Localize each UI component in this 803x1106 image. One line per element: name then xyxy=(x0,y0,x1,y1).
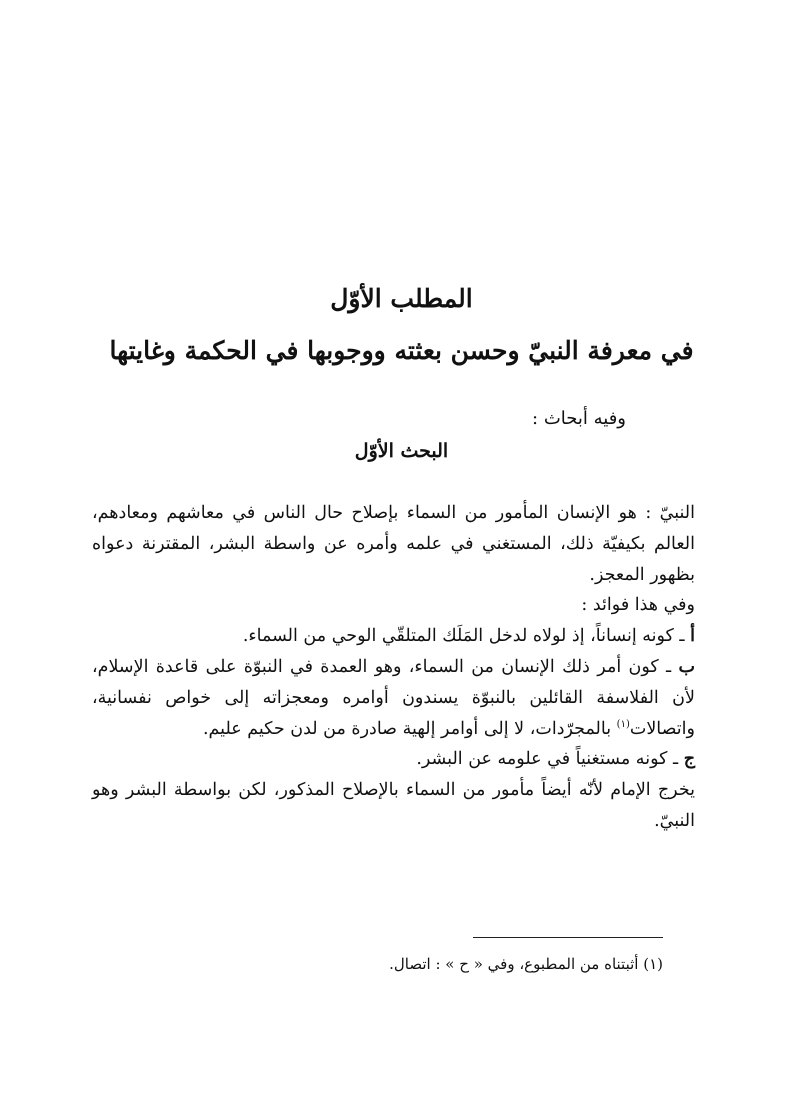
list-item-c xyxy=(92,744,695,775)
list-item-b xyxy=(92,652,695,744)
footnote-ref: (١) xyxy=(616,718,630,730)
section-title: البحث الأوّل xyxy=(354,440,449,462)
footnote-divider xyxy=(473,937,663,938)
page-subtitle: في معرفة النبيّ وحسن بعثته ووجوبها في الحكمة وغايتها xyxy=(109,336,694,365)
item-b-text-2: بالمجرّدات، لا إلى أوامر إلهية صادرة من لدن حكيم عليم. xyxy=(202,718,617,739)
definition-paragraph: النبيّ : هو الإنسان المأمور من السماء بإصلاح حال الناس في معاشهم ومعادهم، العالم بكيفيّة ذلك، المستغني في علمه وأمره عن واسطة البشر، المقترنة دعواه بظهور المعجز. xyxy=(92,503,695,585)
item-letter-c: ج xyxy=(683,749,695,770)
item-b-text-1: ـ كون أمر ذلك الإنسان من السماء، وهو العمدة في النبوّة على قاعدة الإسلام، لأن الفلاسفة القائلين بالنبوّة يسندون أوامره ومعجزاته إلى خواص نفسانية، واتصالات xyxy=(92,656,695,739)
item-c-text: ـ كونه مستغنياً في علومه عن البشر. xyxy=(416,749,684,770)
item-letter-b: ب xyxy=(678,656,695,677)
benefits-intro: وفي هذا فوائد : xyxy=(581,595,695,616)
intro-line: وفيه أبحاث : xyxy=(532,408,626,429)
footnote: (١) أثبتناه من المطبوع، وفي « ح » : اتصال. xyxy=(389,955,663,973)
body-text xyxy=(92,498,695,837)
list-item-a xyxy=(92,621,695,652)
item-a-text: ـ كونه إنساناً، إذ لولاه لدخل المَلَك المتلقّي الوحي من السماء. xyxy=(242,626,691,647)
closing-paragraph: يخرج الإمام لأنّه أيضاً مأمور من السماء بالإصلاح المذكور، لكن بواسطة البشر وهو النبيّ. xyxy=(92,780,695,831)
item-letter-a: أ xyxy=(690,626,695,647)
page-title: المطلب الأوّل xyxy=(330,284,473,313)
